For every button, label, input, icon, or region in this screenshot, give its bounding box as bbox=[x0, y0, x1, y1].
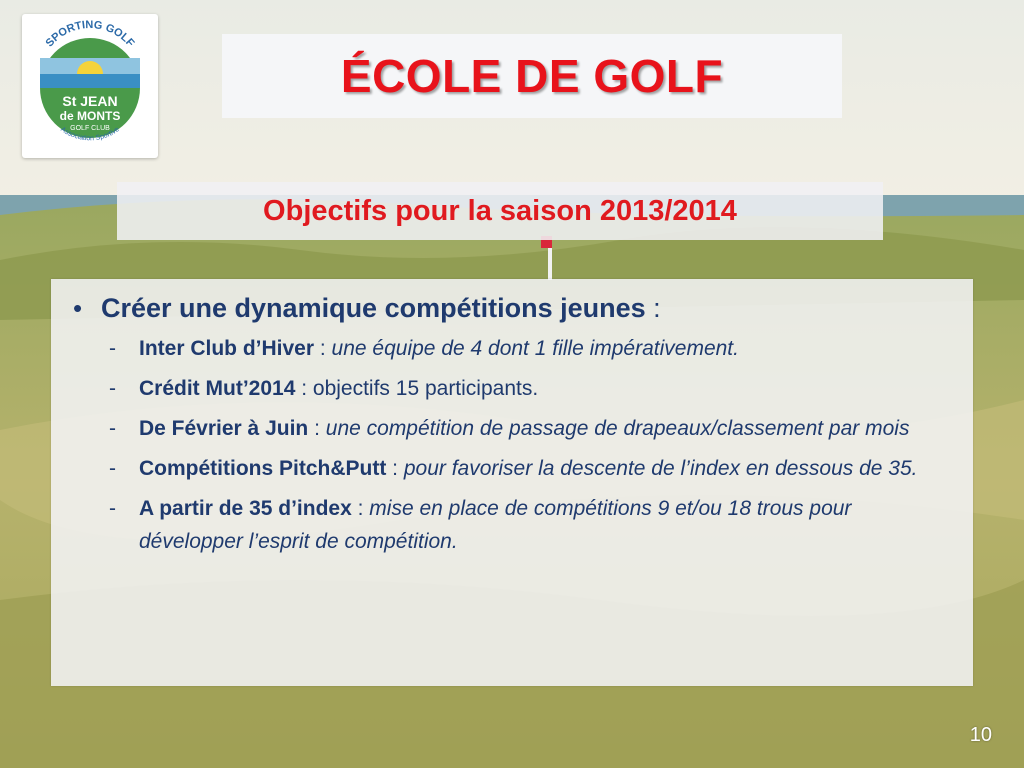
dash-icon: - bbox=[109, 377, 116, 400]
item-separator: : bbox=[314, 337, 332, 360]
item-separator: : bbox=[295, 377, 313, 400]
main-bullet-suffix: : bbox=[645, 293, 661, 323]
main-bullet bbox=[73, 293, 957, 324]
item-label: Inter Club d’Hiver bbox=[139, 337, 315, 360]
dash-icon: - bbox=[109, 417, 116, 440]
logo-name-line2: de MONTS bbox=[59, 109, 121, 123]
item-text: pour favoriser la descente de l’index en dessous de 35. bbox=[403, 457, 918, 480]
item-separator: : bbox=[308, 417, 326, 440]
item-label: Crédit Mut’2014 bbox=[139, 377, 296, 400]
sporting-golf-logo bbox=[22, 14, 158, 158]
bullet-dot-icon: • bbox=[73, 293, 83, 323]
title-banner bbox=[222, 34, 842, 118]
item-text: une équipe de 4 dont 1 fille impérativement. bbox=[331, 337, 739, 360]
main-bullet-lead: Créer une dynamique compétitions jeunes bbox=[101, 293, 646, 323]
list-item bbox=[73, 452, 957, 485]
list-item bbox=[73, 412, 957, 445]
page-title: ÉCOLE DE GOLF bbox=[340, 50, 724, 102]
subtitle-banner bbox=[117, 182, 883, 240]
logo-club-text: GOLF CLUB bbox=[70, 125, 110, 132]
logo-bottom-text: Association Sportive bbox=[59, 126, 121, 143]
content-panel bbox=[51, 279, 973, 686]
page-subtitle: Objectifs pour la saison 2013/2014 bbox=[263, 194, 737, 227]
item-separator: : bbox=[386, 457, 404, 480]
item-text: une compétition de passage de drapeaux/classement par mois bbox=[325, 417, 910, 440]
dash-icon: - bbox=[109, 457, 116, 480]
dash-icon: - bbox=[109, 337, 116, 360]
logo-top-text: SPORTING GOLF bbox=[43, 18, 137, 50]
list-item bbox=[73, 492, 957, 558]
page-number: 10 bbox=[969, 724, 992, 746]
dash-icon: - bbox=[109, 497, 116, 520]
item-label: Compétitions Pitch&Putt bbox=[139, 457, 387, 480]
item-text: mise en place de compétitions 9 et/ou 18 trous pour développer l’esprit de compétition. bbox=[139, 497, 852, 553]
logo-name-line1: St JEAN bbox=[62, 93, 118, 109]
list-item bbox=[73, 372, 957, 405]
item-label: A partir de 35 d’index bbox=[139, 497, 352, 520]
item-text: objectifs 15 participants. bbox=[312, 377, 539, 400]
item-label: De Février à Juin bbox=[139, 417, 309, 440]
list-item bbox=[73, 332, 957, 365]
objectives-list bbox=[73, 332, 957, 558]
item-separator: : bbox=[351, 497, 370, 520]
